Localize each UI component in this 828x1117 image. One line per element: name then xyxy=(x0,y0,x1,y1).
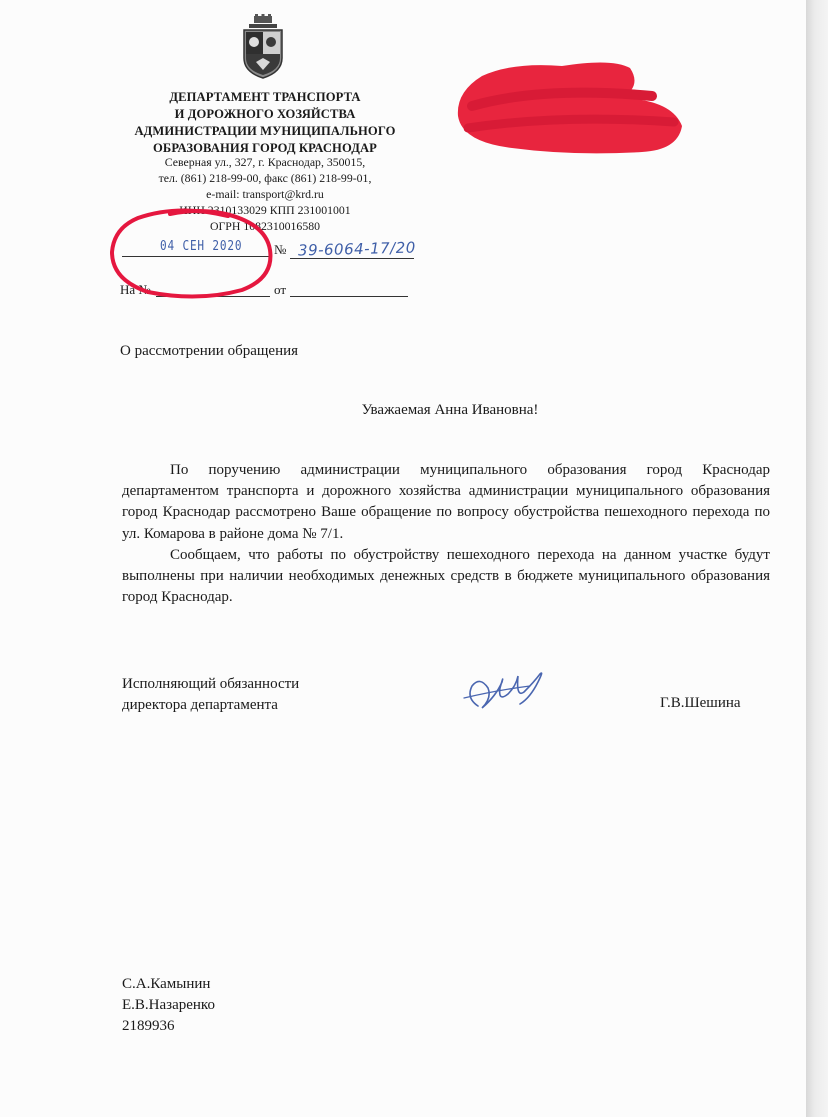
title-line: И ДОРОЖНОГО ХОЗЯЙСТВА xyxy=(174,107,356,121)
executor-name: Е.В.Назаренко xyxy=(122,997,215,1013)
department-title xyxy=(100,89,430,157)
executor-info xyxy=(122,974,215,1037)
reference-number-label: На № xyxy=(120,282,151,297)
inn-kpp-line: ИНН 2310133029 КПП 231001001 xyxy=(179,203,351,217)
title-line: ДЕПАРТАМЕНТ ТРАНСПОРТА xyxy=(169,90,361,104)
handwritten-signature xyxy=(458,668,554,718)
reference-date-label: от xyxy=(274,282,287,297)
address-line: Северная ул., 327, г. Краснодар, 350015, xyxy=(164,155,366,169)
redaction-scribble xyxy=(452,56,686,156)
position-line: Исполняющий обязанности xyxy=(122,676,300,692)
email-line: e-mail: transport@krd.ru xyxy=(206,187,324,201)
registration-date-stamp: 04 СЕН 2020 xyxy=(160,238,243,254)
coat-of-arms-icon xyxy=(240,14,286,80)
letter-body xyxy=(122,460,770,608)
body-paragraph: Сообщаем, что работы по обустройству пешеходного перехода на данном участке будут выполнены при наличии необходимых денежных средств в бюджете муниципального образования город Краснодар. xyxy=(122,546,770,606)
page-edge-shadow xyxy=(806,0,828,1117)
executor-phone: 2189936 xyxy=(122,1018,175,1034)
number-sign: № xyxy=(274,242,287,257)
greeting: Уважаемая Анна Ивановна! xyxy=(361,402,539,418)
handwritten-outgoing-number: 39-6064-17/20 xyxy=(297,238,417,260)
signatory-position xyxy=(122,674,299,716)
position-line: директора департамента xyxy=(122,697,278,713)
signatory-name: Г.В.Шешина xyxy=(660,695,741,711)
title-line: ОБРАЗОВАНИЯ ГОРОД КРАСНОДАР xyxy=(153,141,377,155)
executor-name: С.А.Камынин xyxy=(122,976,211,992)
ogrn-line: ОГРН 1082310016580 xyxy=(209,219,321,233)
letter-subject: О рассмотрении обращения xyxy=(120,343,299,359)
body-paragraph: По поручению администрации муниципального образования город Краснодар департаментом транспорта и дорожного хозяйства администрации муниципального образования город Краснодар рассмотрено Ваше обращение по вопросу обустройства пешеходного перехода по ул. Комарова в районе дома № 7/1. xyxy=(122,462,770,542)
hand-drawn-circle-annotation xyxy=(108,206,280,300)
title-line: АДМИНИСТРАЦИИ МУНИЦИПАЛЬНОГО xyxy=(134,124,396,138)
reference-date-line xyxy=(290,296,408,297)
phones-line: тел. (861) 218-99-00, факс (861) 218-99-01, xyxy=(158,171,372,185)
